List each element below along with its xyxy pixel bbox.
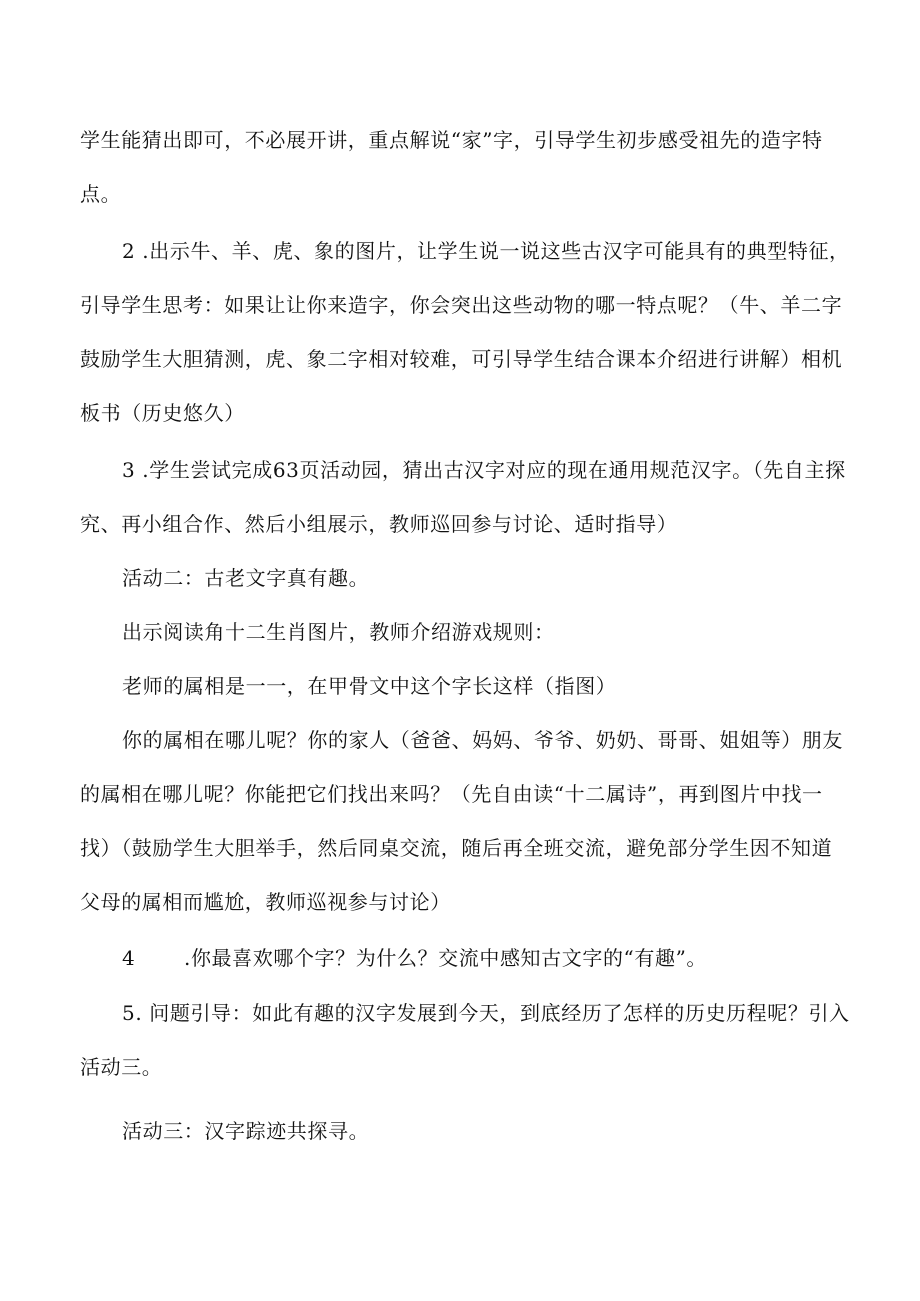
list-number: 4 [122,946,136,970]
text-line: 5. 问题引导：如此有趣的汉字发展到今天，到底经历了怎样的历史历程呢？引入 [122,1001,850,1025]
text-line: 出示阅读角十二生肖图片，教师介绍游戏规则： [122,620,555,644]
text-line: 活动三。 [80,1055,163,1079]
text-line: 3 .学生尝试完成63页活动园，猜出古汉字对应的现在通用规范汉字。（先自主探 [122,458,846,482]
text-line: 点。 [80,182,122,206]
section-heading: 活动三：汉字踪迹共探寻。 [122,1119,370,1143]
text-line: 父母的属相而尴尬，教师巡视参与讨论） [80,890,451,914]
text-line: 鼓励学生大胆猜测，虎、象二字相对较难，可引导学生结合课本介绍进行讲解）相机 [80,347,843,371]
text-line: 找）（鼓励学生大胆举手，然后同桌交流，随后再全班交流，避免部分学生因不知道 [80,836,833,860]
text-line: 板书（历史悠久） [80,401,245,425]
text-line: 的属相在哪儿呢？你能把它们找出来吗？（先自由读“十二属诗”，再到图片中找一 [80,782,823,806]
text-line: 2 .出示牛、羊、虎、象的图片，让学生说一说这些古汉字可能具有的典型特征， [122,239,850,263]
text-line: 老师的属相是一一，在甲骨文中这个字长这样（指图） [122,674,617,698]
text-line: 引导学生思考：如果让让你来造字，你会突出这些动物的哪一特点呢？（牛、羊二字 [80,293,843,317]
text-line: 你的属相在哪儿呢？你的家人（爸爸、妈妈、爷爷、奶奶、哥哥、姐姐等）朋友 [122,728,843,752]
text-line: 究、再小组合作、然后小组展示，教师巡回参与讨论、适时指导） [80,512,678,536]
list-item [122,944,840,972]
text-line: 学生能猜出即可，不必展开讲，重点解说“家”字，引导学生初步感受祖先的造字特 [80,128,823,152]
section-heading: 活动二：古老文字真有趣。 [122,566,370,590]
list-text: .你最喜欢哪个字？为什么？交流中感知古文字的“有趣”。 [184,946,708,970]
